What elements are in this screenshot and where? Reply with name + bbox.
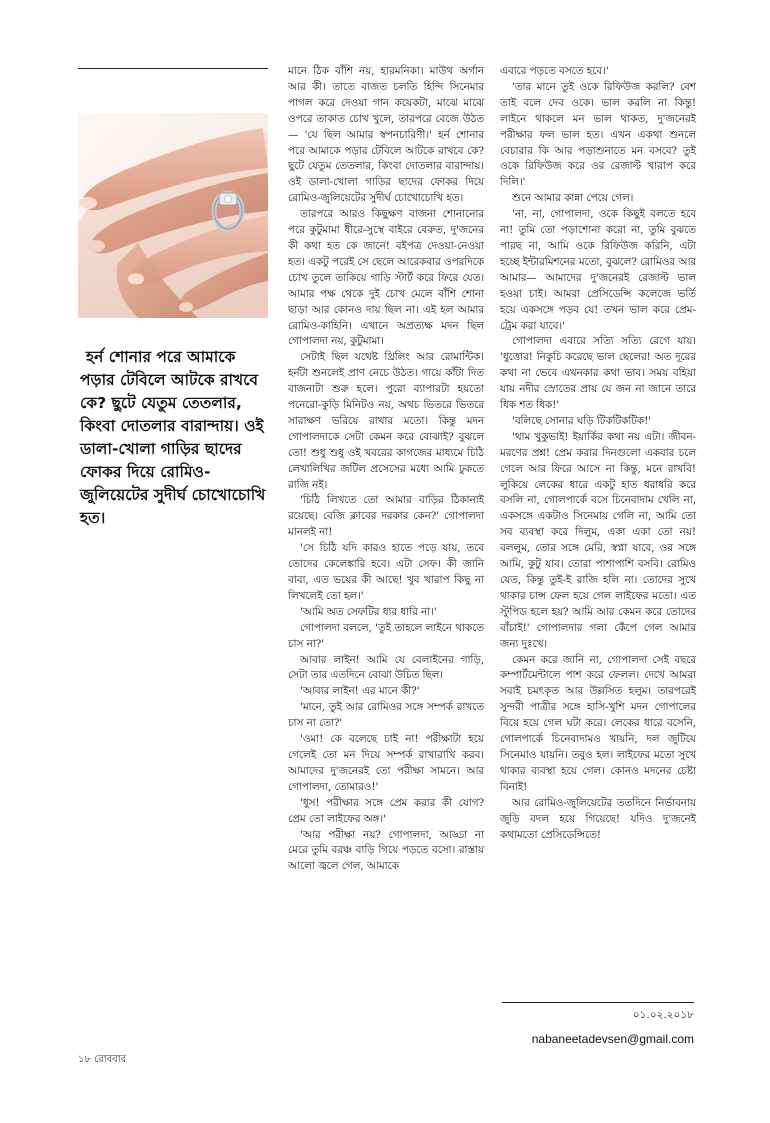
hand-ring-illustration: [78, 113, 268, 318]
paragraph: 'আর পরীক্ষা নয়? গোপালদা, আড্ডা না মেরে তুমি বরঞ্চ বাড়ি গিয়ে পড়তে বসো। রাস্তায় আলো জ্বলে গেল, আমাকে: [288, 828, 484, 873]
paragraph: শুনে আমার কান্না পেয়ে গেল।: [512, 192, 634, 205]
page-folio: ১৮ রোববার: [78, 1054, 127, 1065]
paragraph: 'চিঠি লিখতে তো আমার বাড়ির ঠিকানাই রয়েছে। বেজি ক্লাবের দরকার কেন?' গোপালদা মানলই না!: [288, 494, 484, 539]
paragraph: আবার লাইন! আমি যে বেলাইনের গাড়ি, সেটা তার এতদিনে বোঝা উচিত ছিল।: [288, 653, 484, 682]
paragraph: মানে ঠিক বাঁশি নয়, হারমনিকা। মাউথ অর্গান আর কী। তাতে বাজত চলতি হিন্দি সিনেমার পাগল করে দেওয়া গান কয়েকটা, মাঝে মাঝে ওপরে তাকাত চোখ খুলে, তারপরে বেজে উঠত— 'যে ছিল আমার স্বপনচারিণী।' হর্ন শোনার পরে আমাকে পড়ার টেবিলে আটকে রাখবে কে? ছুটে যেতুম তেতলার, কিংবা দোতলার বারান্দায়। ওই ডালা-খোলা গাড়ির ছাদের ফোকর দিয়ে রোমিও-জুলিয়েটের সুদীর্ঘ চোখোচোখি হত।: [288, 65, 484, 205]
paragraph: 'না, না, গোপালদা, ওকে কিছুই বলতে হবে না! তুমি তো পড়াশোনা করো না, তুমি বুঝতে পারছ না, আমি ওকে রিফিউজ করিনি, এটা হচ্ছে ইন্টারমিশনের মতো, বুঝলে? রোমিওর আর আমার— আমাদের দু'জনেরই রেজাল্ট ভাল হওয়া চাই। আমরা প্রেসিডেন্সি কলেজে ভর্তি হয়ে একসঙ্গে পড়ব যে! তখন ভাল করে প্রেম-ট্রেম করা যাবে।': [500, 208, 696, 332]
column-middle: [288, 64, 484, 875]
paragraph: গোপালদা বললে, 'তুই তাহলে লাইনে থাকতে চাস না?': [288, 621, 484, 650]
paragraph: কেমন করে জানি না, গোপালদা সেই বছরে কম্পার্টমেন্টালে পাশ করে ফেলল। দেখে আমরা সবাই চমৎকৃত আর উল্লসিত হলুম। তারপরেই সুন্দরী পাত্রীর সঙ্গে হাসি-খুশি মদন গোপালের বিয়ে হয়ে গেল ঘটা করে। লেকের ধারে বসেনি, গোলপার্কে চিনেবাদামও খায়নি, দল জুটিয়ে সিনেমাও যায়নি। তবুও হল। লাইফের মতো সুখে থাকার ব্যবস্থা হয়ে গেল। কোনও মদনের চেষ্টা বিনাই!: [500, 653, 696, 793]
article-date: ০১.০২.২০১৮: [632, 1009, 694, 1021]
paragraph: 'তার মানে তুই ওকে রিফিউজ করলি? বেশ তাই বলে দেব ওকে। ভাল করলি না কিন্তু! লাইনে থাকলে মন ভাল থাকত, দু'জনেরই পরীক্ষার ফল ভাল হত। এখন একথা শুনলে বেচারার কি আর পড়াশুনাতে মন বসবে? তুই ওকে রিফিউজ করে ওর রেজাল্ট খারাপ করে দিলি।': [500, 80, 696, 189]
paragraph: এবারে পড়তে বসতে হবে।': [500, 65, 609, 77]
paragraph: 'আমি অত সেফটির ধার ধারি না।': [300, 605, 437, 618]
paragraph: 'থাম খুকুভাই! ইয়ার্কির কথা নয় এটা। জীবন-মরণের প্রশ্ন! প্রেম করার দিনগুলো একবার চলে গেলে আর ফিরে আসে না কিন্তু, মনে রাখবি! লুকিয়ে লেকের ধারে একটু হাত ধরাধরি করে বসলি না, গোলপার্কে বসে চিনেবাদাম খেলি না, একসঙ্গে একটাও সিনেমায় গেলি না, আমি তো সব ব্যবস্থা করে দিলুম, একা একা তো নয়! বললুম, তোর সঙ্গে মেরি, স্বপ্না যাবে, ওর সঙ্গে আমি, কুটু যাব। তোরা পাশাপাশি বসবি। রোমিও যেত, কিন্তু তুই-ই রাজি হলি না। তোদের সুখে থাকার চান্স ফেল হয়ে গেল লাইফের মতো। এত স্টুপিড হলে হয়? আমি আর কেমন করে তোদের বাঁচাই!' গোপালদার গলা কেঁপে গেল আমার জন্য দুঃখে।: [500, 430, 696, 650]
column-right: [500, 64, 696, 843]
paragraph: আর রোমিও-জুলিয়েটের ততদিনে নির্ভাবনায় জুড়ি বদল হয়ে গিয়েছে! যদিও দু'জনেই কথামতো প্রেসিডেন্সিতে!: [500, 796, 696, 841]
paragraph: 'আবার লাইন! এর মানে কী?': [300, 685, 420, 698]
author-email[interactable]: nabaneetadevsen@gmail.com: [531, 1032, 694, 1046]
pull-quote: [80, 346, 272, 530]
paragraph: 'সে চিঠি যদি কারও হাতে পড়ে যায়, তবে তোদের কেলেঙ্কারি হবে। এটা সেফ। কী জানি বাবা, এত ভয়ের কী আছে! খুব খারাপ কিছু না লিখলেই তো হল।': [288, 542, 484, 602]
paragraph: তারপরে আরও কিছুক্ষণ বাজনা শোনানোর পরে কুটুমামা ধীরে-সুস্থে বাইরে বেরুত, দু'জনের কী কথা হত কে জানে! বইপত্র দেওয়া-নেওয়া হত। একটু পরেই সে ছেলে আরেকবার ওপরদিকে চোখ তুলে তাকিয়ে গাড়ি স্টার্ট করে ফিরে যেত। আমার পক্ষ থেকে দুই চোখ মেলে বাঁশি শোনা ছাড়া আর কোনও দায় ছিল না। এই হল আমার রোমিও-কাহিনি। এখানে অপ্রত্যক্ষ মদন ছিল গোপালদা নয়, কুটুমামা।: [288, 208, 484, 348]
hand-with-ring-photo: [78, 113, 268, 318]
top-rule: [78, 68, 268, 69]
paragraph: সেটাই ছিল যথেষ্ট থ্রিলিং আর রোমান্টিক। হর্নটা শুনলেই প্রাণ নেচে উঠত। গায়ে কাঁটা দিত বাজনাটা শুরু হলে। পুরো ব্যাপারটা হয়তো পনেরো-কুড়ি মিনিটও নয়, অথচ ভিতরে ভিতরে সারাক্ষণ ভরিয়ে রাখার মতো। কিন্তু মদন গোপালদাকে সেটা কেমন করে বোঝাই? বুঝলে তো! শুধু শুধু ওই খবরের কাগজের মাধ্যমে চিঠি লেখালিখির জটিল প্রসেসের মধ্যে আমি ঢুকতে রাজি নই।: [288, 351, 484, 491]
paragraph: গোপালদা এবারে সত্যি সত্যি রেগে যায়। 'ধুত্তোর! নিকুচি করেছে ভাল ছেলের! অত দূরের কথা না ভেবে এখনকার কথা ভাব। সময় বহিয়া যায় নদীর স্রোতের প্রায় যে জন না জানে তারে ধিক শত ধিক!': [500, 335, 696, 412]
paragraph: 'বলিছে সোনার ঘড়ি টিকটিকটিক!': [512, 414, 652, 427]
paragraph: 'ধুস! পরীক্ষার সঙ্গে প্রেম করার কী যোগ? প্রেম তো লাইফের অঙ্গ।': [288, 796, 484, 825]
pull-quote-text: হর্ন শোনার পরে আমাকে পড়ার টেবিলে আটকে রাখবে কে? ছুটে যেতুম তেতলার, কিংবা দোতলার বারান্দায়। ওই ডালা-খোলা গাড়ির ছাদের ফোকর দিয়ে রোমিও-জুলিয়েটের সুদীর্ঘ চোখোচোখি হত।: [80, 348, 266, 527]
signature-rule: [502, 1002, 694, 1003]
paragraph: 'ওমা! কে বলেছে চাই না! পরীক্ষাটা হয়ে গেলেই তো মন দিয়ে সম্পর্ক রাখারাখি করব। আমাদের দু'জনেরই তো পরীক্ষা সামনে। আর গোপালদা, তোমারও!': [288, 733, 484, 793]
paragraph: 'মানে, তুই আর রোমিওর সঙ্গে সম্পর্ক রাখতে চাস না তো?': [288, 701, 484, 730]
